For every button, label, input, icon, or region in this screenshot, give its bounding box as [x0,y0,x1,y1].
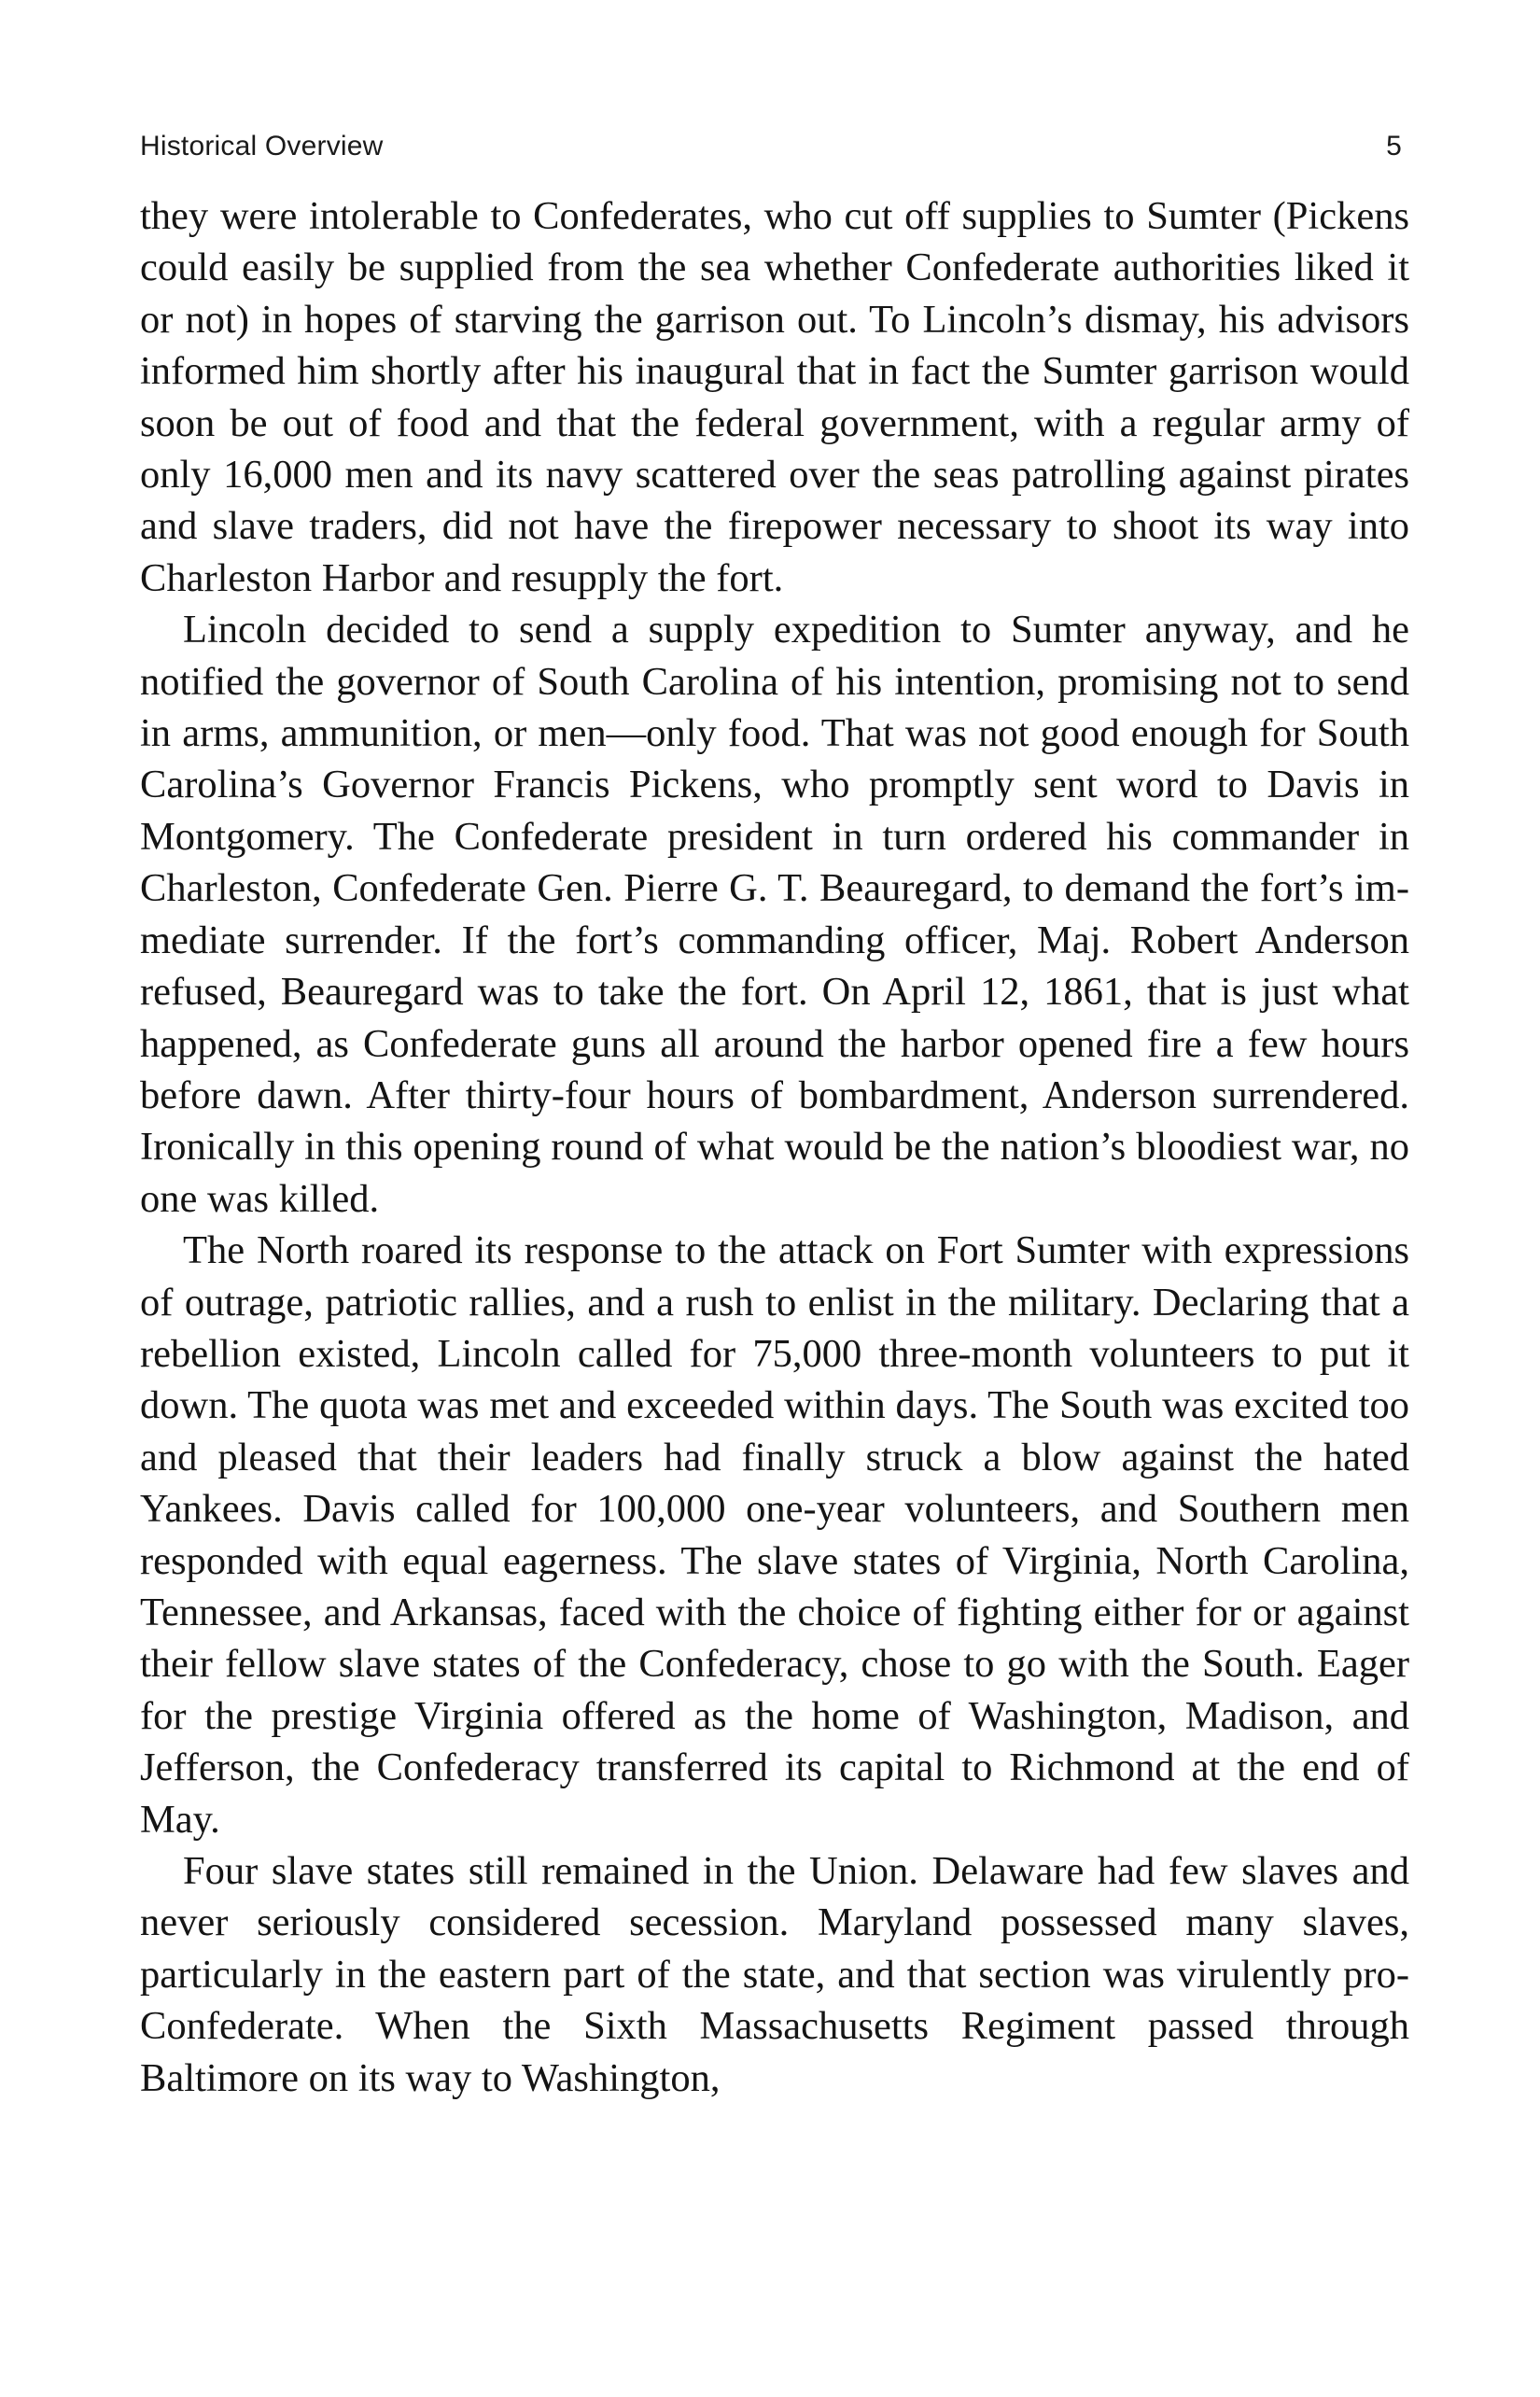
book-page [140,131,1409,2104]
page-number: 5 [1386,131,1402,161]
paragraph-continued: they were intolerable to Confederates, who cut off supplies to Sumter (Pickens could easily be supplied from the sea whether Confederate authorities liked it or not) in hopes of starving the garrison out. To Lincoln’s dismay, his advisors informed him shortly after his inaugural that in fact the Sumter garrison would soon be out of food and that the federal government, with a regular army of only 16,000 men and its navy scattered over the seas patrolling against pirates and slave traders, did not have the firepower necessary to shoot its way into Charleston Harbor and resupply the fort. [140,194,1409,600]
body-text [140,190,1409,2104]
paragraph-fort-sumter: Lincoln decided to send a supply expedition to Sumter anyway, and he notified the governor of South Carolina of his intention, promising not to send in arms, ammunition, or men—only food. That was not good enough for South Carolina’s Governor Francis Pickens, who promptly sent word to Davis in Montgomery. The Confederate president in turn ordered his commander in Charleston, Confederate Gen. Pierre G. T. Beauregard, to demand the fort’s immediate surrender. If the fort’s commanding officer, Maj. Robert Anderson refused, Beauregard was to take the fort. On April 12, 1861, that is just what happened, as Confederate guns all around the harbor opened fire a few hours before dawn. After thirty-four hours of bombardment, Anderson surrendered. Ironically in this opening round of what would be the nation’s bloodiest war, no one was killed. [140,608,1409,1221]
running-head [140,131,1409,162]
paragraph-border-states: Four slave states still remained in the Union. Delaware had few slaves and never seriously considered secession. Maryland possessed many slaves, particularly in the eastern part of the state, and that section was virulently pro-Confederate. When the Sixth Massachusetts Regiment passed through Baltimore on its way to Washington, [140,1849,1409,2100]
paragraph-north-response: The North roared its response to the attack on Fort Sumter with expressions of outrage, patriotic rallies, and a rush to enlist in the military. Declaring that a rebellion existed, Lincoln called for 75,000 three-month volunteers to put it down. The quota was met and exceeded within days. The South was excited too and pleased that their leaders had finally struck a blow against the hated Yankees. Davis called for 100,000 one-year volunteers, and Southern men responded with equal eagerness. The slave states of Virginia, North Carolina, Tennessee, and Arkansas, faced with the choice of fighting either for or against their fellow slave states of the Confederacy, chose to go with the South. Eager for the prestige Virginia offered as the home of Washington, Madison, and Jefferson, the Confederacy transferred its capital to Richmond at the end of May. [140,1228,1409,1842]
running-title: Historical Overview [140,131,384,161]
